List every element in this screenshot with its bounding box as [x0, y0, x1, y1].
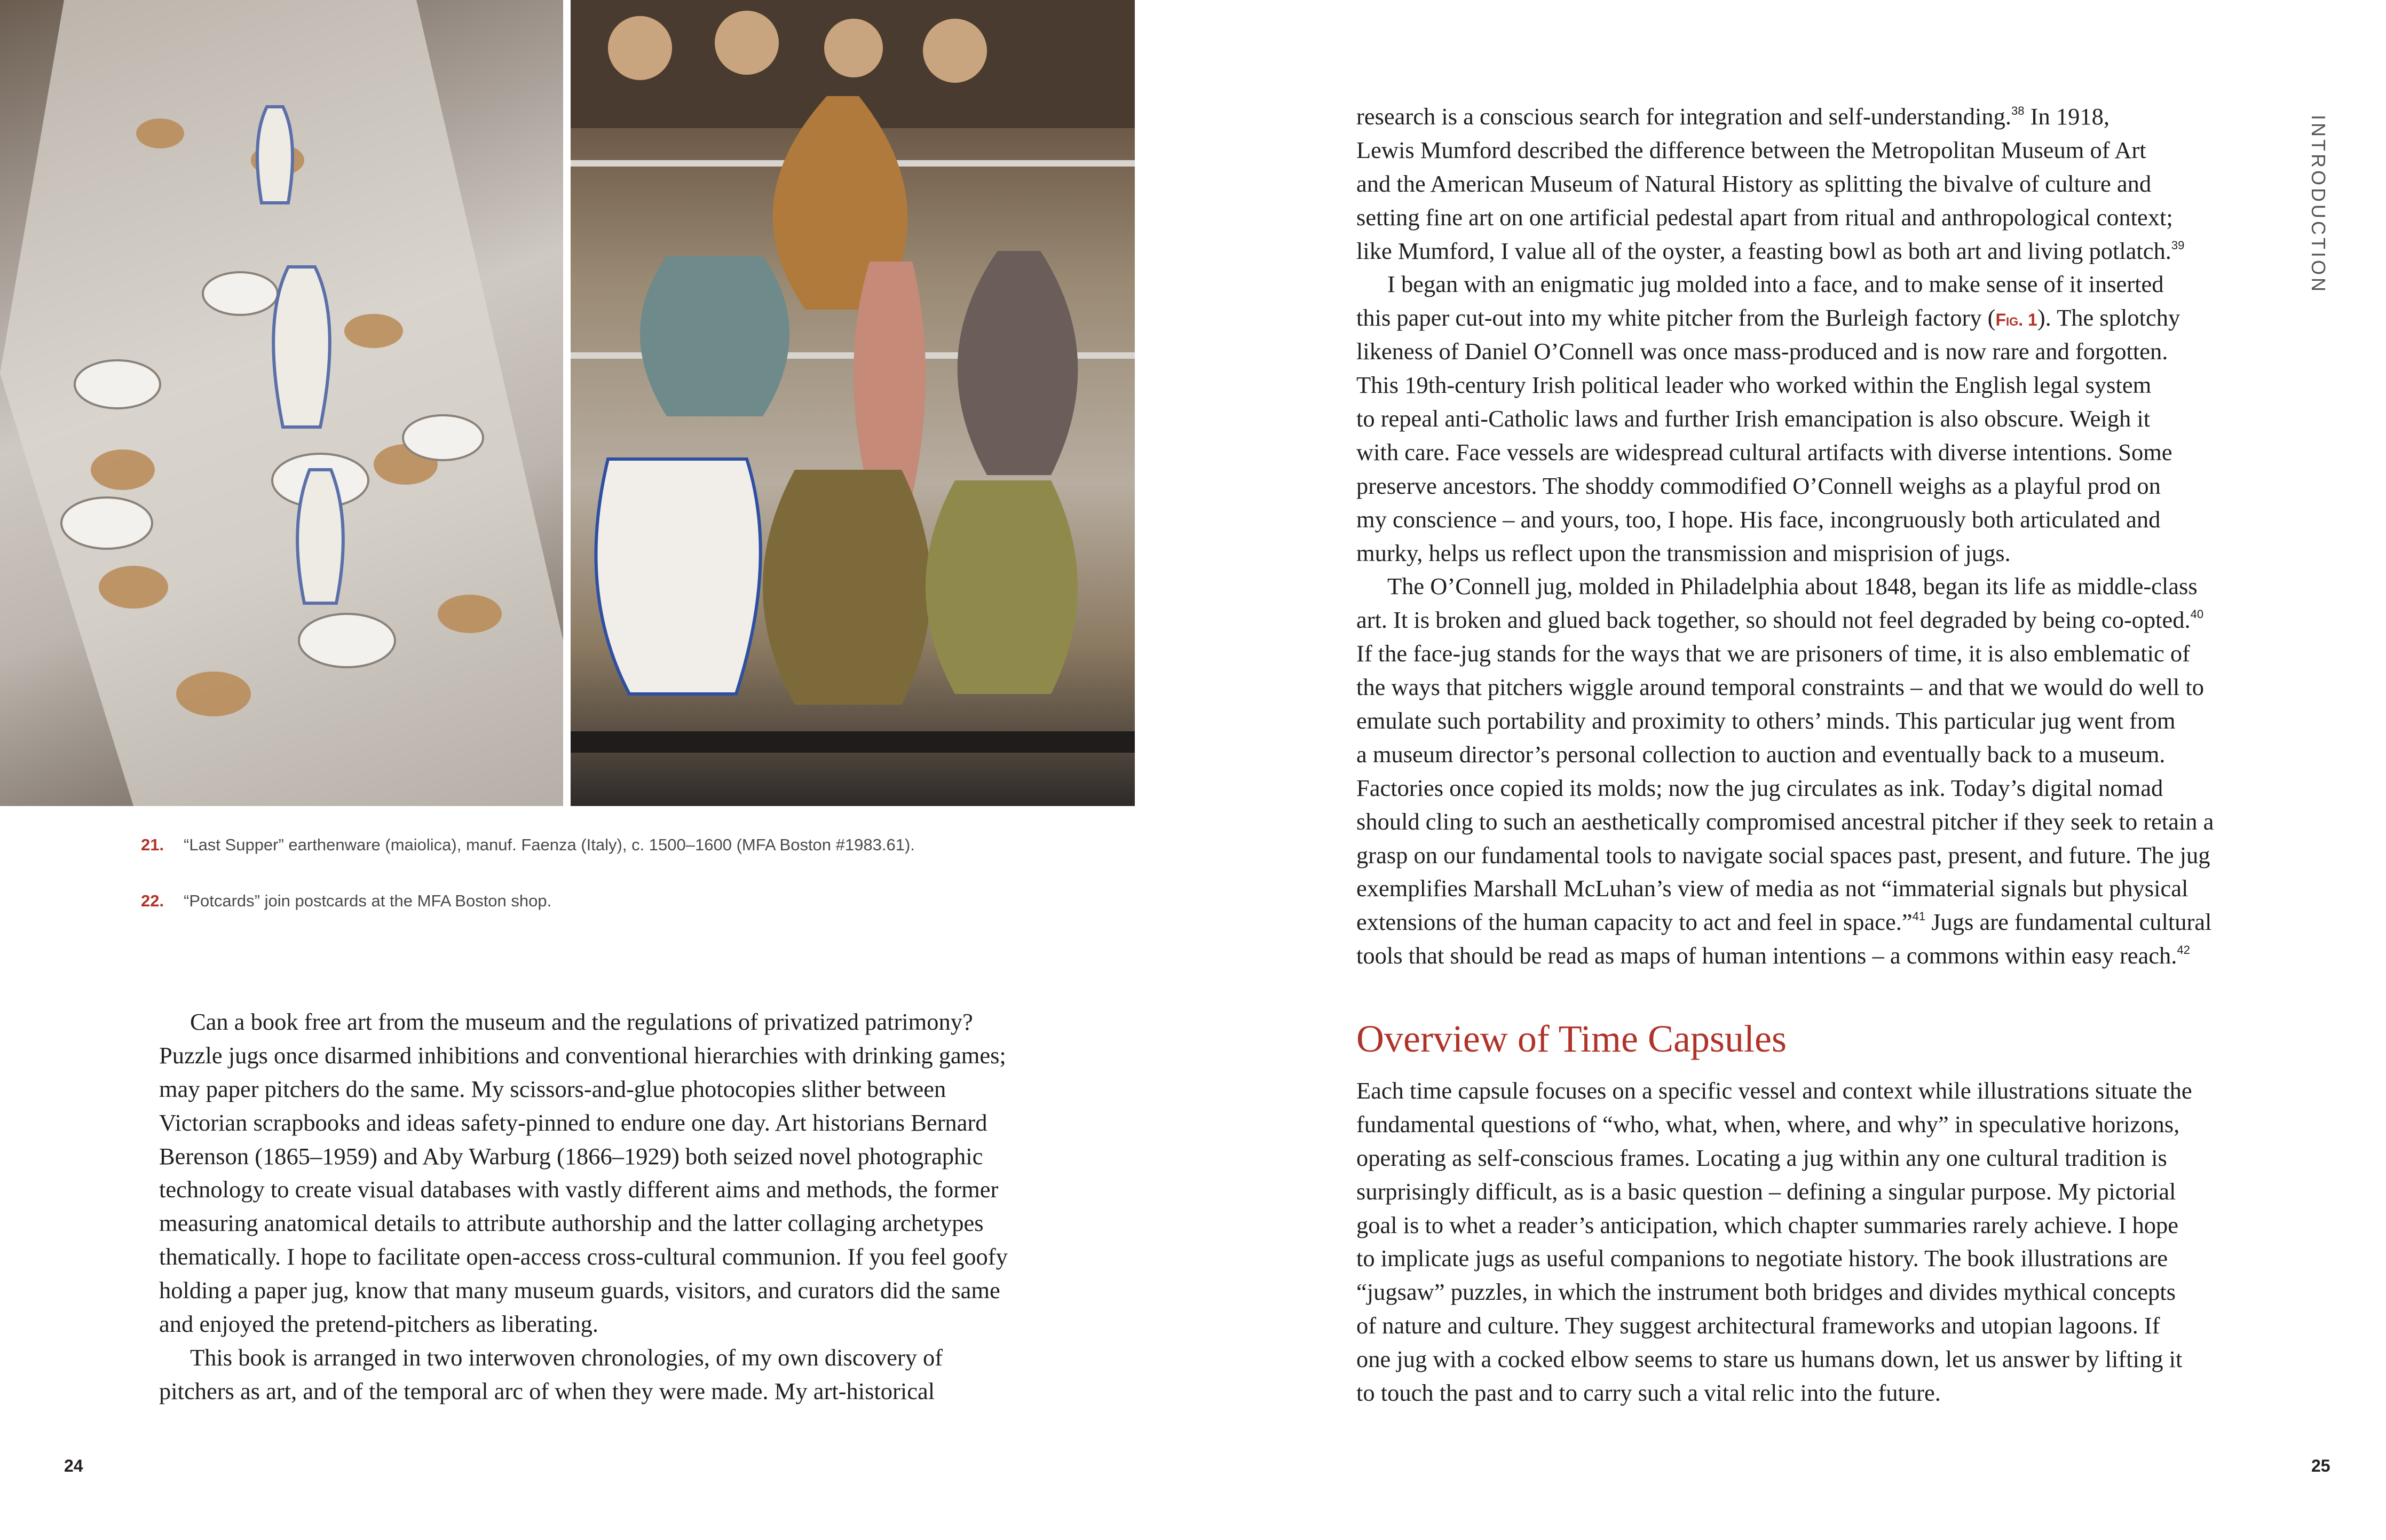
text-line: [1356, 1376, 2192, 1410]
caption-text: “Last Supper” earthenware (maiolica), manuf. Faenza (Italy), c. 1500–1600 (MFA Boston #1983.61).: [184, 835, 915, 854]
text-segment: Jugs are fundamental cultural: [1925, 909, 2212, 936]
text-segment: “jugsaw” puzzles, in which the instrument both bridges and divides mythical concepts: [1356, 1278, 2176, 1306]
caption-number: 22.: [141, 891, 164, 910]
text-segment: to touch the past and to carry such a vital relic into the future.: [1356, 1379, 1941, 1407]
overview-section-text: [1356, 1074, 2192, 1410]
text-line: [1356, 1108, 2192, 1141]
text-line: [1356, 1242, 2192, 1275]
text-segment: emulate such portability and proximity to others’ minds. This particular jug went from: [1356, 707, 2176, 735]
figure-caption-21: [141, 835, 915, 855]
text-line: [159, 1206, 1008, 1240]
text-segment: should cling to such an aesthetically compromised ancestral pitcher if they seek to retain a: [1356, 808, 2214, 835]
text-segment: like Mumford, I value all of the oyster, a feasting bowl as both art and living potlatch.: [1356, 237, 2171, 264]
text-segment: extensions of the human capacity to act and feel in space.”: [1356, 909, 1913, 936]
text-line: [1356, 1209, 2192, 1242]
right-page-body-text: [1356, 100, 2214, 973]
text-line: [1356, 201, 2214, 234]
footnote-ref: 41: [1912, 910, 1926, 923]
text-line: [1356, 368, 2214, 402]
text-segment: Factories once copied its molds; now the jug circulates as ink. Today’s digital nomad: [1356, 774, 2163, 801]
text-line: [1356, 503, 2214, 536]
text-segment: tools that should be read as maps of human intentions – a commons within easy reach.: [1356, 942, 2177, 969]
text-line: [159, 1140, 1008, 1173]
text-segment: art. It is broken and glued back together, so should not feel degraded by being co-opted.: [1356, 606, 2191, 634]
text-line: [1356, 738, 2214, 771]
text-segment: murky, helps us reflect upon the transmission and misprision of jugs.: [1356, 539, 2011, 566]
text-segment: thematically. I hope to facilitate open-access cross-cultural communion. If you feel goofy: [159, 1243, 1008, 1270]
text-line: [159, 1173, 1008, 1206]
text-line: [159, 1072, 1008, 1106]
page-number-right: 25: [2311, 1456, 2330, 1475]
text-segment: pitchers as art, and of the temporal arc of when they were made. My art-historical: [159, 1377, 935, 1404]
text-segment: This book is arranged in two interwoven chronologies, of my own discovery of: [190, 1344, 943, 1371]
text-line: [1356, 637, 2214, 670]
text-line: [1356, 570, 2214, 603]
text-segment: may paper pitchers do the same. My scissors-and-glue photocopies slither between: [159, 1075, 946, 1102]
figure-caption-22: [141, 891, 551, 911]
text-segment: This 19th-century Irish political leader who worked within the English legal system: [1356, 372, 2152, 399]
text-segment: Can a book free art from the museum and the regulations of privatized patrimony?: [190, 1008, 973, 1035]
figure-ref-link[interactable]: Fig. 1: [1995, 310, 2037, 330]
text-line: [159, 1375, 1008, 1408]
text-segment: Each time capsule focuses on a specific vessel and context while illustrations situate the: [1356, 1077, 2192, 1104]
running-head: INTRODUCTION: [2308, 115, 2329, 294]
caption-text: “Potcards” join postcards at the MFA Boston shop.: [184, 891, 552, 910]
text-segment: and the American Museum of Natural History as splitting the bivalve of culture and: [1356, 170, 2152, 197]
text-segment: setting fine art on one artificial pedestal apart from ritual and anthropological context;: [1356, 203, 2173, 231]
text-segment: holding a paper jug, know that many museum guards, visitors, and curators did the same: [159, 1277, 1000, 1304]
text-segment: and enjoyed the pretend-pitchers as liberating.: [159, 1310, 598, 1338]
text-segment: one jug with a cocked elbow seems to stare us humans down, let us answer by lifting it: [1356, 1346, 2183, 1373]
text-line: [159, 1005, 1008, 1039]
text-line: [1356, 939, 2214, 973]
left-page-body-text: [159, 1005, 1008, 1408]
text-segment: surprisingly difficult, as is a basic question – defining a singular purpose. My pictorial: [1356, 1178, 2176, 1205]
text-line: [1356, 905, 2214, 939]
text-segment: goal is to whet a reader’s anticipation, which chapter summaries rarely achieve. I hope: [1356, 1211, 2179, 1238]
text-segment: Puzzle jugs once disarmed inhibitions and conventional hierarchies with drinking games;: [159, 1041, 1006, 1069]
text-line: [1356, 771, 2214, 805]
footnote-ref: 42: [2177, 943, 2190, 957]
text-segment: In 1918,: [2024, 103, 2110, 130]
text-line: [1356, 100, 2214, 133]
footnote-ref: 38: [2011, 104, 2025, 117]
text-segment: The O’Connell jug, molded in Philadelphia about 1848, began its life as middle-class: [1387, 573, 2198, 600]
text-line: [1356, 805, 2214, 839]
text-line: [1356, 670, 2214, 704]
text-segment: of nature and culture. They suggest architectural frameworks and utopian lagoons. If: [1356, 1312, 2160, 1339]
text-line: [1356, 133, 2214, 167]
text-line: [159, 1341, 1008, 1375]
text-line: [1356, 335, 2214, 368]
text-line: [1356, 704, 2214, 738]
photo-last-supper-maiolica: [0, 0, 563, 806]
footnote-ref: 39: [2171, 238, 2185, 252]
text-line: [1356, 536, 2214, 570]
text-segment: with care. Face vessels are widespread cultural artifacts with diverse intentions. Some: [1356, 438, 2172, 465]
text-line: [1356, 872, 2214, 905]
photo-potcards-shop: [571, 0, 1135, 806]
text-line: [159, 1106, 1008, 1140]
text-segment: research is a conscious search for integration and self-understanding.: [1356, 103, 2012, 130]
text-line: [159, 1274, 1008, 1307]
text-line: [1356, 469, 2214, 503]
text-segment: this paper cut-out into my white pitcher from the Burleigh factory (: [1356, 304, 1996, 331]
text-segment: fundamental questions of “who, what, when, where, and why” in speculative horizons,: [1356, 1110, 2180, 1138]
maiolica-table-illustration: [0, 0, 563, 806]
page-number-left: 24: [64, 1456, 83, 1475]
text-segment: grasp on our fundamental tools to navigate social spaces past, present, and future. The jug: [1356, 841, 2210, 868]
text-line: [1356, 1275, 2192, 1309]
text-segment: operating as self-conscious frames. Locating a jug within any one cultural tradition is: [1356, 1144, 2167, 1171]
text-segment: to repeal anti-Catholic laws and further Irish emancipation is also obscure. Weigh it: [1356, 405, 2151, 432]
text-line: [1356, 1141, 2192, 1175]
text-line: [1356, 234, 2214, 268]
text-segment: to implicate jugs as useful companions to negotiate history. The book illustrations are: [1356, 1245, 2168, 1272]
text-line: [1356, 1342, 2192, 1376]
text-line: [159, 1039, 1008, 1072]
text-segment: Lewis Mumford described the difference between the Metropolitan Museum of Art: [1356, 136, 2146, 163]
text-segment: ). The splotchy: [2037, 304, 2180, 331]
text-segment: Berenson (1865–1959) and Aby Warburg (1866–1929) both seized novel photographic: [159, 1142, 983, 1170]
footnote-ref: 40: [2190, 607, 2204, 621]
text-line: [159, 1240, 1008, 1274]
text-segment: likeness of Daniel O’Connell was once mass-produced and is now rare and forgotten.: [1356, 338, 2168, 365]
text-segment: measuring anatomical details to attribute authorship and the latter collaging archetypes: [159, 1210, 984, 1237]
caption-number: 21.: [141, 835, 164, 854]
text-line: [1356, 1175, 2192, 1209]
text-line: [159, 1307, 1008, 1341]
text-line: [1356, 167, 2214, 201]
section-heading: Overview of Time Capsules: [1356, 1017, 1787, 1060]
text-line: [1356, 402, 2214, 436]
text-segment: exemplifies Marshall McLuhan’s view of media as not “immaterial signals but physical: [1356, 875, 2189, 902]
text-line: [1356, 301, 2214, 335]
text-line: [1356, 436, 2214, 469]
text-segment: technology to create visual databases with vastly different aims and methods, the former: [159, 1176, 999, 1203]
text-line: [1356, 839, 2214, 872]
text-segment: my conscience – and yours, too, I hope. His face, incongruously both articulated and: [1356, 506, 2161, 533]
text-line: [1356, 1309, 2192, 1342]
text-segment: the ways that pitchers wiggle around temporal constraints – and that we would do well to: [1356, 674, 2205, 701]
text-segment: preserve ancestors. The shoddy commodified O’Connell weighs as a playful prod on: [1356, 472, 2161, 499]
text-segment: Victorian scrapbooks and ideas safety-pinned to endure one day. Art historians Bernard: [159, 1109, 987, 1136]
text-line: [1356, 603, 2214, 637]
jug-shelf-illustration: [571, 0, 1135, 806]
text-segment: I began with an enigmatic jug molded into a face, and to make sense of it inserted: [1387, 271, 2164, 298]
text-line: [1356, 267, 2214, 301]
text-segment: a museum director’s personal collection to auction and eventually back to a museum.: [1356, 740, 2166, 768]
text-segment: If the face-jug stands for the ways that we are prisoners of time, it is also emblematic of: [1356, 640, 2190, 667]
text-line: [1356, 1074, 2192, 1108]
